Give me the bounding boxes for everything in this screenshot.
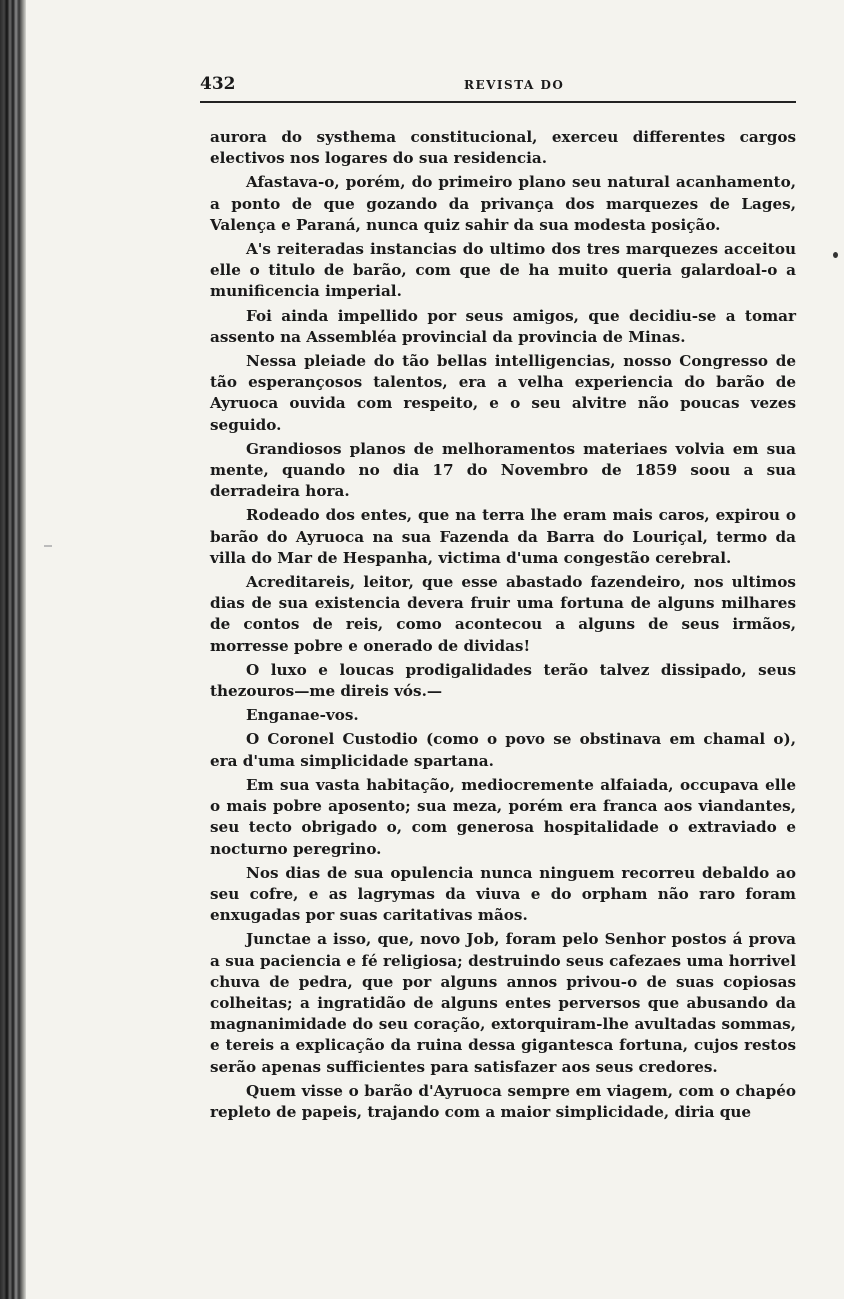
paragraph: Rodeado dos entes, que na terra lhe eram mais caros, expirou o barão do Ayruoca na sua Fazenda da Barra do Louriçal, termo da villa do Mar de Hespanha, victima d'uma congestão cerebral. [210,506,796,567]
paragraph: Afastava-o, porém, do primeiro plano seu natural acanhamento, a ponto de que gozando da privança dos marquezes de Lages, Valença e Paraná, nunca quiz sahir da sua modesta posição. [210,173,796,234]
paragraph: A's reiteradas instancias do ultimo dos tres marquezes acceitou elle o titulo de barão, com que de ha muito queria galardoal-o a munificencia imperial. [210,240,796,301]
page-header [200,70,796,100]
page-number: 432 [200,74,236,94]
ink-spot [833,252,838,258]
header-rule [200,101,796,103]
paragraph: Foi ainda impellido por seus amigos, que decidiu-se a tomar assento na Assembléa provincial da provincia de Minas. [210,306,796,346]
body-text [210,127,796,1126]
paragraph: Nessa pleiade do tão bellas intelligencias, nosso Congresso de tão esperançosos talentos, era a velha experiencia do barão de Ayruoca ouvida com respeito, e o seu alvitre não poucas vezes seguido. [210,352,796,434]
margin-mark [44,545,52,547]
paragraph: Junctae a isso, que, novo Job, foram pelo Senhor postos á prova a sua paciencia e fé religiosa; destruindo seus cafezaes uma horrivel chuva de pedra, que por alguns annos privou-o de suas copiosas colheitas; a ingratidão de alguns entes perversos que abusando da magnanimidade do seu coração, extorquiram-lhe avultadas sommas, e tereis a explicação da ruina dessa gigantesca fortuna, cujos restos serão apenas sufficientes para satisfazer aos seus credores. [210,930,796,1076]
paragraph: O Coronel Custodio (como o povo se obstinava em chamal o), era d'uma simplicidade spartana. [210,730,796,770]
paragraph: Nos dias de sua opulencia nunca ninguem recorreu debaldo ao seu cofre, e as lagrymas da viuva e do orpham não raro foram enxugadas por suas caritativas mãos. [210,863,796,925]
paragraph: O luxo e loucas prodigalidades terão talvez dissipado, seus thezouros—me direis vós.— [210,660,796,701]
paragraph: Enganae-vos. [246,706,359,725]
paragraph: Quem visse o barão d'Ayruoca sempre em viagem, com o chapéo repleto de papeis, trajando com a maior simplicidade, diria que [210,1081,796,1121]
paragraph: Grandiosos planos de melhoramentos materiaes volvia em sua mente, quando no dia 17 do Novembro de 1859 soou a sua derradeira hora. [210,439,796,501]
running-title: REVISTA DO [464,78,565,92]
paragraph: Acreditareis, leitor, que esse abastado fazendeiro, nos ultimos dias de sua existencia devera fruir uma fortuna de alguns milhares de contos de reis, como acontecou a alguns de seus irmãos, morresse pobre e onerado de dividas! [210,573,796,655]
book-binding-edge [0,0,26,1299]
paragraph: Em sua vasta habitação, mediocremente alfaiada, occupava elle o mais pobre aposento; sua meza, porém era franca aos viandantes, seu tecto obrigado o, com generosa hospitalidade o extraviado e nocturno peregrino. [210,775,796,858]
paragraph: aurora do systhema constitucional, exerceu differentes cargos electivos nos logares do sua residencia. [210,128,796,168]
